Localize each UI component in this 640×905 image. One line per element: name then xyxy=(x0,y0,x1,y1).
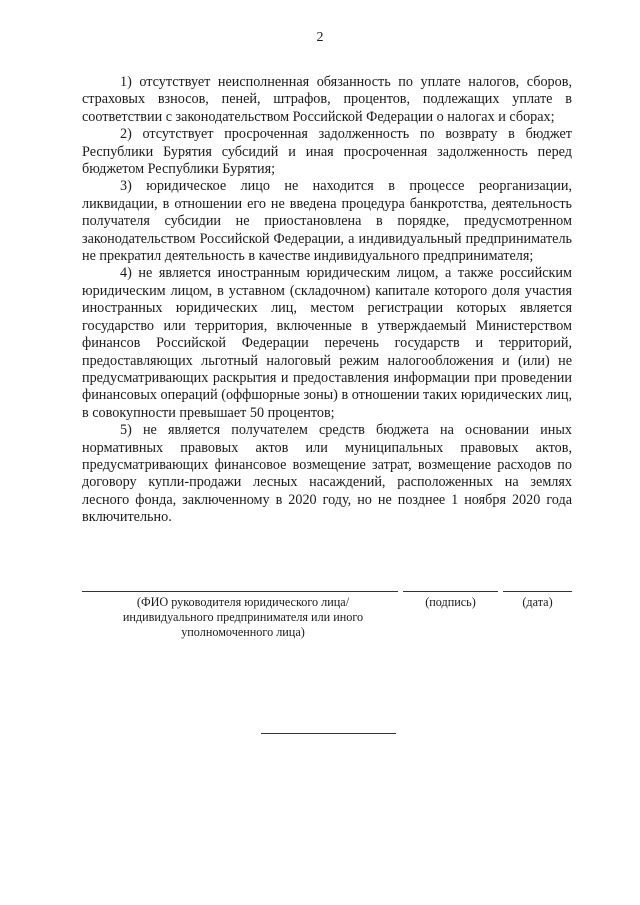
closing-rule xyxy=(261,733,396,734)
paragraph-4: 4) не является иностранным юридическим лицом, а также российским юридическим лицом, в уставном (складочном) капитале которого доля участия иностранных юридических лиц, местом регистрации которых является государство или территория, включенные в утверждаемый Министерством финансов Российской Федерации перечень государств и территорий, предоставляющих льготный налоговый режим налогообложения и (или) не предусматривающих раскрытия и предоставления информации при проведении финансовых операций (оффшорные зоны) в отношении таких юридических лиц, в совокупности превышает 50 процентов; xyxy=(82,265,572,421)
date-caption: (дата) xyxy=(522,595,553,609)
paragraph-1: 1) отсутствует неисполненная обязанность по уплате налогов, сборов, страховых взносов, пеней, штрафов, процентов, подлежащих уплате в соответствии с законодательством Российской Федерации о налогах и сборах; xyxy=(82,74,572,125)
name-signature-line xyxy=(82,591,398,592)
paragraph-3: 3) юридическое лицо не находится в процессе реорганизации, ликвидации, в отношении его не введена процедура банкротства, деятельность получателя субсидии не приостановлена в порядке, предусмотренном законодательством Российской Федерации, а индивидуальный предприниматель не прекратил деятельность в качестве индивидуального предпринимателя; xyxy=(82,178,572,265)
paragraph-2: 2) отсутствует просроченная задолженность по возврату в бюджет Республики Бурятия субсидий и иная просроченная задолженность перед бюджетом Республики Бурятия; xyxy=(82,126,572,178)
date-line xyxy=(503,591,572,592)
name-caption: (ФИО руководителя юридического лица/ индивидуального предпринимателя или иного уполномоченного лица) xyxy=(122,595,364,639)
document-body xyxy=(82,74,572,527)
page-number: 2 xyxy=(316,30,324,45)
signature-line xyxy=(403,591,498,592)
paragraph-5: 5) не является получателем средств бюджета на основании иных нормативных правовых актов или муниципальных правовых актов, предусматривающих финансовое возмещение затрат, возмещение расходов по договору купли-продажи лесных насаждений, расположенных на землях лесного фонда, заключенному в 2020 году, но не позднее 1 ноября 2020 года включительно. xyxy=(82,422,572,526)
signature-caption: (подпись) xyxy=(425,595,476,609)
